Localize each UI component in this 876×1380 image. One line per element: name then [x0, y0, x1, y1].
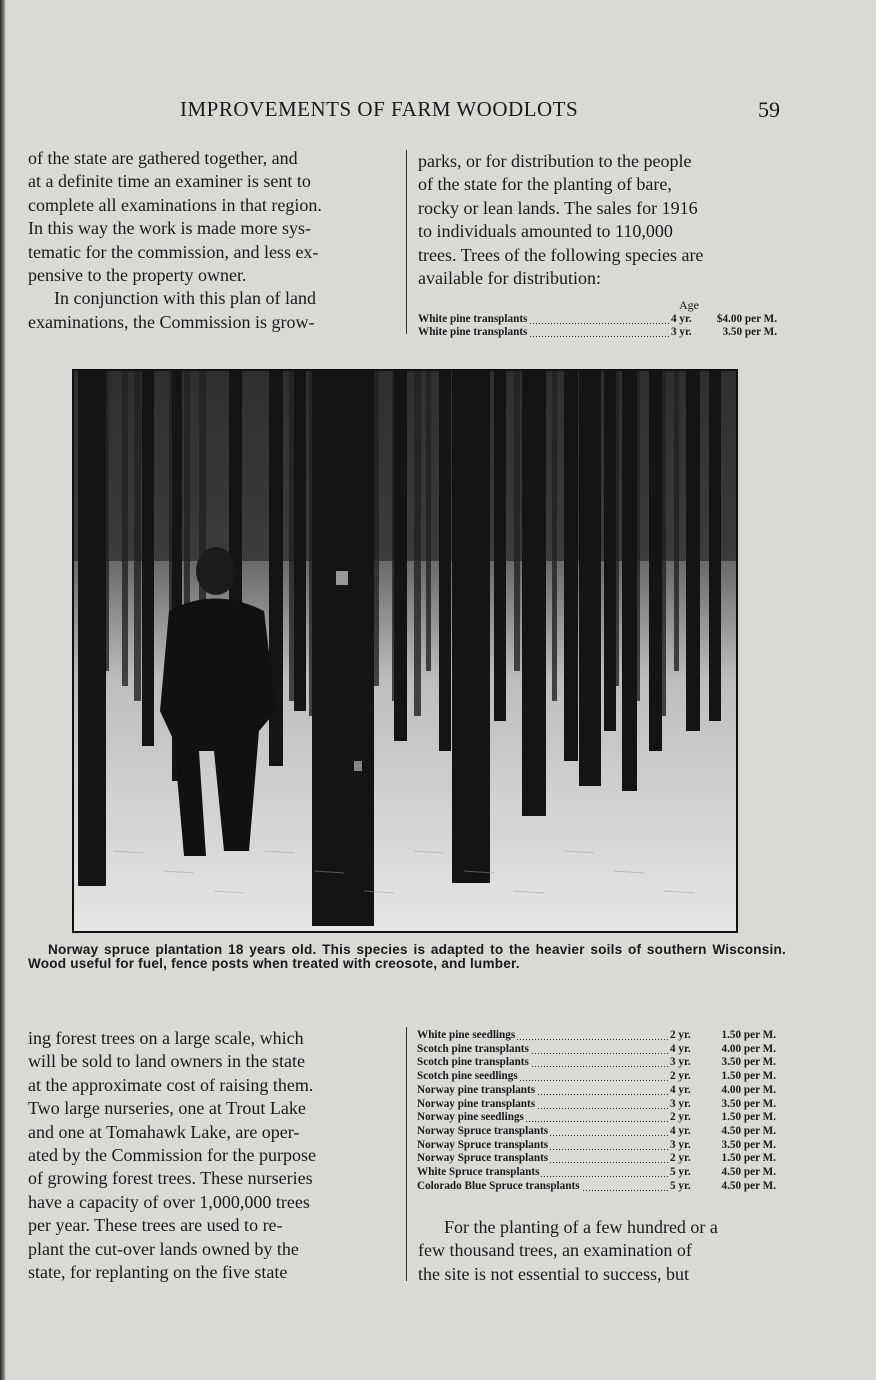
species-name: Colorado Blue Spruce transplants — [417, 1179, 580, 1192]
binding-edge — [0, 0, 6, 1380]
species-name: Norway pine transplants — [417, 1097, 536, 1110]
table-row — [417, 1029, 776, 1043]
species-price: $4.00 per M. — [716, 312, 777, 325]
species-name: Scotch pine transplants — [417, 1042, 529, 1055]
species-price: 3.50 per M. — [721, 1056, 776, 1069]
table-row — [418, 313, 777, 327]
species-age: 3 yr. — [670, 1056, 691, 1069]
species-age: 4 yr. — [671, 312, 692, 325]
column-rule-bottom — [406, 1027, 407, 1281]
species-price: 4.50 per M. — [721, 1124, 776, 1137]
table-header-row — [418, 299, 777, 313]
spruce-plantation-photo — [74, 371, 736, 931]
species-name: White pine seedlings — [417, 1029, 516, 1041]
species-price: 4.00 per M. — [721, 1042, 776, 1055]
species-price: 1.50 per M. — [721, 1152, 776, 1165]
species-age: 2 yr. — [670, 1029, 691, 1041]
species-price: 3.50 per M. — [721, 1138, 776, 1151]
text-column-right-bottom — [418, 1216, 786, 1286]
species-table-bottom — [417, 1029, 776, 1193]
table-row — [417, 1166, 776, 1180]
figure-photograph — [72, 369, 738, 933]
species-price: 4.00 per M. — [721, 1083, 776, 1096]
column-rule-top — [406, 150, 407, 334]
table-row — [417, 1056, 776, 1070]
species-name: Norway Spruce transplants — [417, 1124, 549, 1137]
species-name: Scotch pine transplants — [417, 1056, 529, 1069]
paragraph: In conjunction with this plan of land examinations, the Commission is grow- — [28, 288, 316, 332]
age-header: Age — [679, 298, 699, 312]
text-column-left-top — [28, 147, 392, 334]
species-name: Norway pine seedlings — [417, 1111, 524, 1124]
text-column-left-bottom — [28, 1027, 392, 1284]
species-age: 5 yr. — [670, 1179, 691, 1192]
species-name: White pine transplants — [418, 312, 528, 325]
species-age: 2 yr. — [670, 1152, 691, 1165]
table-row — [417, 1152, 776, 1166]
running-head — [0, 97, 876, 127]
table-row — [417, 1098, 776, 1112]
species-table-top — [418, 299, 777, 340]
species-age: 2 yr. — [670, 1070, 691, 1083]
species-age: 4 yr. — [670, 1042, 691, 1055]
page-title: IMPROVEMENTS OF FARM WOODLOTS — [180, 97, 579, 121]
species-name: Norway pine transplants — [417, 1083, 536, 1096]
table-row — [417, 1125, 776, 1139]
species-age: 3 yr. — [670, 1097, 691, 1110]
species-age: 5 yr. — [670, 1166, 691, 1179]
species-name: Norway Spruce transplants — [417, 1138, 549, 1151]
species-age: 2 yr. — [670, 1111, 691, 1124]
species-name: Norway Spruce transplants — [417, 1152, 549, 1165]
paragraph: parks, or for distribution to the people of the state for the planting of bare, rocky or lean lands. The sales for 1916 to individuals amounted to 110,000 trees. Trees of the following species are available for distribution: — [418, 151, 704, 289]
species-name: Scotch pine seedlings — [417, 1070, 518, 1083]
species-name: White Spruce transplants — [417, 1166, 540, 1179]
species-age: 3 yr. — [670, 1138, 691, 1151]
species-name: White pine transplants — [418, 326, 528, 339]
text-column-right-top — [418, 150, 786, 290]
table-row — [417, 1084, 776, 1098]
species-price: 3.50 per M. — [722, 326, 777, 339]
paragraph: For the planting of a few hundred or a few thousand trees, an examination of the site is not essential to success, but — [418, 1217, 718, 1284]
species-age: 3 yr. — [671, 326, 692, 339]
species-age: 4 yr. — [670, 1083, 691, 1096]
page-number: 59 — [758, 97, 780, 122]
figure-caption: Norway spruce plantation 18 years old. This species is adapted to the heavier soils of southern Wisconsin. Wood useful for fuel, fence posts when treated with creosote, and lumber. — [28, 942, 786, 971]
species-price: 4.50 per M. — [721, 1179, 776, 1192]
species-price: 1.50 per M. — [721, 1070, 776, 1083]
species-price: 3.50 per M. — [721, 1097, 776, 1110]
table-row — [418, 326, 777, 340]
species-price: 4.50 per M. — [721, 1166, 776, 1179]
table-row — [417, 1111, 776, 1125]
species-price: 1.50 per M. — [721, 1029, 776, 1041]
species-price: 1.50 per M. — [721, 1111, 776, 1124]
paragraph: of the state are gathered together, and at a definite time an examiner is sent to complete all examinations in that region. In this way the work is made more sys- tematic for the commission, and less ex- pensive to the property owner. — [28, 148, 322, 286]
species-age: 4 yr. — [670, 1124, 691, 1137]
table-row — [417, 1139, 776, 1153]
paragraph: ing forest trees on a large scale, which will be sold to land owners in the state at the approximate cost of raising them. Two large nurseries, one at Trout Lake and one at Tomahawk Lake, are oper- ated by the Commission for the purpose of growing forest trees. These nurseries have a capacity of over 1,000,000 trees per year. These trees are used to re- plant the cut-over lands owned by the state, for replanting on the five state — [28, 1028, 316, 1283]
table-row — [417, 1070, 776, 1084]
table-row — [417, 1180, 776, 1194]
table-row — [417, 1043, 776, 1057]
